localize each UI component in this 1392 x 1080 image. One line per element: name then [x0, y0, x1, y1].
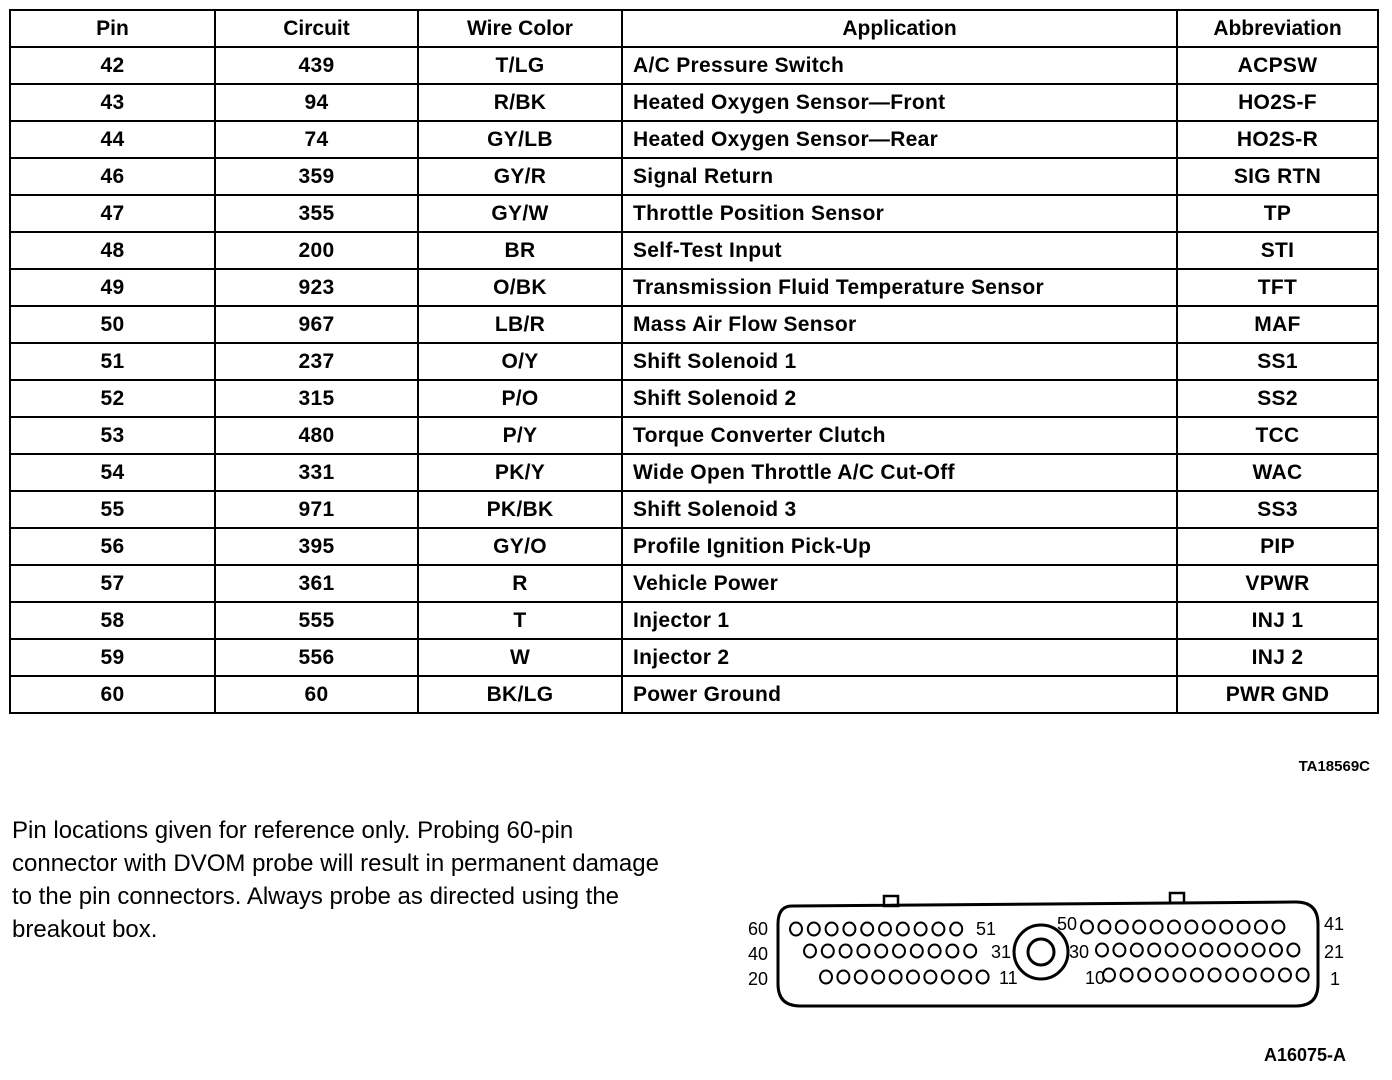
- table-row: [10, 380, 1378, 417]
- cell-application: Transmission Fluid Temperature Sensor: [622, 269, 1177, 306]
- pin-hole: [929, 945, 941, 958]
- pin-hole: [1261, 969, 1273, 982]
- cell-abbreviation: TFT: [1177, 269, 1378, 306]
- cell-application: Power Ground: [622, 676, 1177, 713]
- cell-abbreviation: WAC: [1177, 454, 1378, 491]
- cell-pin: 56: [10, 528, 215, 565]
- header-circuit: Circuit: [215, 10, 418, 47]
- pin-hole: [1272, 921, 1284, 934]
- cell-application: Injector 1: [622, 602, 1177, 639]
- cell-pin: 53: [10, 417, 215, 454]
- cell-abbreviation: VPWR: [1177, 565, 1378, 602]
- header-abbreviation: Abbreviation: [1177, 10, 1378, 47]
- cell-pin: 58: [10, 602, 215, 639]
- table-body: [10, 47, 1378, 713]
- pin-holes: [790, 921, 1309, 984]
- header-application: Application: [622, 10, 1177, 47]
- cell-pin: 47: [10, 195, 215, 232]
- label-51: 51: [976, 919, 997, 939]
- pin-hole: [1255, 921, 1267, 934]
- cell-abbreviation: SIG RTN: [1177, 158, 1378, 195]
- pin-hole: [820, 971, 832, 984]
- pin-hole: [822, 945, 834, 958]
- pin-hole: [1287, 944, 1299, 957]
- pin-hole: [924, 971, 936, 984]
- pin-hole: [837, 971, 849, 984]
- table-row: [10, 343, 1378, 380]
- pin-hole: [1185, 921, 1197, 934]
- cell-application: Torque Converter Clutch: [622, 417, 1177, 454]
- pin-hole: [855, 971, 867, 984]
- cell-application: A/C Pressure Switch: [622, 47, 1177, 84]
- connector-center-hole: [1028, 939, 1054, 965]
- cell-abbreviation: STI: [1177, 232, 1378, 269]
- pin-hole: [1081, 921, 1093, 934]
- pin-hole: [1191, 969, 1203, 982]
- cell-circuit: 60: [215, 676, 418, 713]
- cell-application: Injector 2: [622, 639, 1177, 676]
- cell-pin: 42: [10, 47, 215, 84]
- pin-hole: [857, 945, 869, 958]
- pin-hole: [911, 945, 923, 958]
- cell-circuit: 480: [215, 417, 418, 454]
- table-row: [10, 84, 1378, 121]
- label-31: 31: [991, 942, 1012, 962]
- cell-pin: 49: [10, 269, 215, 306]
- cell-abbreviation: TCC: [1177, 417, 1378, 454]
- pin-hole: [1218, 944, 1230, 957]
- pin-hole: [950, 923, 962, 936]
- pin-hole: [890, 971, 902, 984]
- cell-abbreviation: TP: [1177, 195, 1378, 232]
- cell-wire-color: BR: [418, 232, 622, 269]
- cell-wire-color: PK/BK: [418, 491, 622, 528]
- cell-abbreviation: PIP: [1177, 528, 1378, 565]
- cell-circuit: 237: [215, 343, 418, 380]
- cell-abbreviation: SS2: [1177, 380, 1378, 417]
- cell-pin: 46: [10, 158, 215, 195]
- cell-abbreviation: MAF: [1177, 306, 1378, 343]
- cell-wire-color: GY/O: [418, 528, 622, 565]
- pin-hole: [893, 945, 905, 958]
- cell-application: Shift Solenoid 2: [622, 380, 1177, 417]
- table-header-row: [10, 10, 1378, 47]
- cell-circuit: 555: [215, 602, 418, 639]
- table-row: [10, 269, 1378, 306]
- table-row: [10, 195, 1378, 232]
- cell-abbreviation: HO2S-F: [1177, 84, 1378, 121]
- pin-hole: [872, 971, 884, 984]
- connector-diagram: [740, 888, 1360, 1018]
- label-60: 60: [748, 919, 769, 939]
- cell-circuit: 315: [215, 380, 418, 417]
- cell-circuit: 94: [215, 84, 418, 121]
- cell-abbreviation: SS1: [1177, 343, 1378, 380]
- pin-hole: [1151, 921, 1163, 934]
- pin-hole: [1138, 969, 1150, 982]
- pin-hole: [1226, 969, 1238, 982]
- label-30: 30: [1069, 942, 1090, 962]
- cell-abbreviation: ACPSW: [1177, 47, 1378, 84]
- table-row: [10, 491, 1378, 528]
- cell-wire-color: BK/LG: [418, 676, 622, 713]
- pin-hole: [1220, 921, 1232, 934]
- pin-hole: [1116, 921, 1128, 934]
- cell-pin: 44: [10, 121, 215, 158]
- pin-hole: [932, 923, 944, 936]
- cell-application: Shift Solenoid 1: [622, 343, 1177, 380]
- label-20: 20: [748, 969, 769, 989]
- cell-application: Signal Return: [622, 158, 1177, 195]
- cell-application: Heated Oxygen Sensor—Rear: [622, 121, 1177, 158]
- label-41: 41: [1324, 914, 1345, 934]
- cell-application: Mass Air Flow Sensor: [622, 306, 1177, 343]
- pin-hole: [790, 923, 802, 936]
- pin-hole: [1203, 921, 1215, 934]
- label-21: 21: [1324, 942, 1345, 962]
- cell-application: Shift Solenoid 3: [622, 491, 1177, 528]
- pin-hole: [907, 971, 919, 984]
- pin-hole: [1156, 969, 1168, 982]
- pin-hole: [942, 971, 954, 984]
- pin-hole: [1168, 921, 1180, 934]
- cell-wire-color: P/O: [418, 380, 622, 417]
- pin-hole: [1148, 944, 1160, 957]
- pin-hole: [861, 923, 873, 936]
- pin-hole: [1131, 944, 1143, 957]
- cell-wire-color: T/LG: [418, 47, 622, 84]
- pin-hole: [897, 923, 909, 936]
- table-row: [10, 676, 1378, 713]
- cell-circuit: 200: [215, 232, 418, 269]
- cell-wire-color: GY/R: [418, 158, 622, 195]
- pin-hole: [964, 945, 976, 958]
- pin-hole: [1297, 969, 1309, 982]
- table-row: [10, 417, 1378, 454]
- cell-wire-color: GY/W: [418, 195, 622, 232]
- cell-wire-color: LB/R: [418, 306, 622, 343]
- label-11: 11: [999, 968, 1018, 988]
- cell-pin: 57: [10, 565, 215, 602]
- pin-table: [9, 9, 1379, 714]
- pin-hole: [1209, 969, 1221, 982]
- cell-circuit: 74: [215, 121, 418, 158]
- pin-hole: [946, 945, 958, 958]
- table-row: [10, 639, 1378, 676]
- pin-hole: [1098, 921, 1110, 934]
- pin-hole: [843, 923, 855, 936]
- pin-hole: [1244, 969, 1256, 982]
- cell-circuit: 359: [215, 158, 418, 195]
- table-row: [10, 47, 1378, 84]
- table-row: [10, 565, 1378, 602]
- pin-hole: [840, 945, 852, 958]
- table-row: [10, 528, 1378, 565]
- cell-circuit: 395: [215, 528, 418, 565]
- cell-wire-color: O/BK: [418, 269, 622, 306]
- pin-hole: [1279, 969, 1291, 982]
- cell-circuit: 967: [215, 306, 418, 343]
- cell-pin: 55: [10, 491, 215, 528]
- pin-hole: [1238, 921, 1250, 934]
- cell-circuit: 556: [215, 639, 418, 676]
- figure-reference-code: A16075-A: [1263, 1045, 1346, 1065]
- pin-hole: [879, 923, 891, 936]
- pin-hole: [1183, 944, 1195, 957]
- cell-circuit: 439: [215, 47, 418, 84]
- cell-circuit: 971: [215, 491, 418, 528]
- cell-circuit: 355: [215, 195, 418, 232]
- warning-note: Pin locations given for reference only. Probing 60-pin connector with DVOM probe will result in permanent damage to the pin connectors. Always probe as directed using the breakout box.: [12, 817, 659, 943]
- cell-abbreviation: PWR GND: [1177, 676, 1378, 713]
- cell-pin: 54: [10, 454, 215, 491]
- cell-wire-color: GY/LB: [418, 121, 622, 158]
- cell-pin: 48: [10, 232, 215, 269]
- label-50: 50: [1057, 914, 1078, 934]
- cell-application: Self-Test Input: [622, 232, 1177, 269]
- cell-circuit: 923: [215, 269, 418, 306]
- pin-hole: [875, 945, 887, 958]
- pin-hole: [1173, 969, 1185, 982]
- cell-wire-color: R: [418, 565, 622, 602]
- cell-pin: 52: [10, 380, 215, 417]
- pin-hole: [804, 945, 816, 958]
- cell-circuit: 331: [215, 454, 418, 491]
- table-row: [10, 454, 1378, 491]
- cell-abbreviation: HO2S-R: [1177, 121, 1378, 158]
- cell-pin: 43: [10, 84, 215, 121]
- pin-hole: [977, 971, 989, 984]
- cell-circuit: 361: [215, 565, 418, 602]
- cell-application: Heated Oxygen Sensor—Front: [622, 84, 1177, 121]
- cell-wire-color: P/Y: [418, 417, 622, 454]
- cell-pin: 59: [10, 639, 215, 676]
- header-wire-color: Wire Color: [418, 10, 622, 47]
- pin-hole: [1166, 944, 1178, 957]
- cell-pin: 51: [10, 343, 215, 380]
- pin-hole: [826, 923, 838, 936]
- cell-wire-color: W: [418, 639, 622, 676]
- cell-pin: 50: [10, 306, 215, 343]
- cell-application: Wide Open Throttle A/C Cut-Off: [622, 454, 1177, 491]
- cell-abbreviation: INJ 1: [1177, 602, 1378, 639]
- pin-hole: [1200, 944, 1212, 957]
- cell-application: Vehicle Power: [622, 565, 1177, 602]
- header-pin: Pin: [10, 10, 215, 47]
- cell-wire-color: O/Y: [418, 343, 622, 380]
- table-row: [10, 602, 1378, 639]
- table-reference-code: TA18569C: [1298, 758, 1370, 775]
- label-40: 40: [748, 944, 769, 964]
- table-row: [10, 121, 1378, 158]
- pin-hole: [1133, 921, 1145, 934]
- pin-hole: [1096, 944, 1108, 957]
- pin-hole: [1121, 969, 1133, 982]
- cell-wire-color: PK/Y: [418, 454, 622, 491]
- label-10: 10: [1085, 968, 1106, 988]
- label-1: 1: [1330, 969, 1341, 989]
- cell-abbreviation: SS3: [1177, 491, 1378, 528]
- pin-hole: [1253, 944, 1265, 957]
- cell-wire-color: R/BK: [418, 84, 622, 121]
- table-row: [10, 306, 1378, 343]
- cell-wire-color: T: [418, 602, 622, 639]
- pin-hole: [915, 923, 927, 936]
- pin-hole: [1235, 944, 1247, 957]
- pin-hole: [808, 923, 820, 936]
- pin-hole: [959, 971, 971, 984]
- cell-application: Throttle Position Sensor: [622, 195, 1177, 232]
- table-row: [10, 158, 1378, 195]
- table-row: [10, 232, 1378, 269]
- cell-abbreviation: INJ 2: [1177, 639, 1378, 676]
- pin-hole: [1270, 944, 1282, 957]
- pin-hole: [1113, 944, 1125, 957]
- cell-pin: 60: [10, 676, 215, 713]
- cell-application: Profile Ignition Pick-Up: [622, 528, 1177, 565]
